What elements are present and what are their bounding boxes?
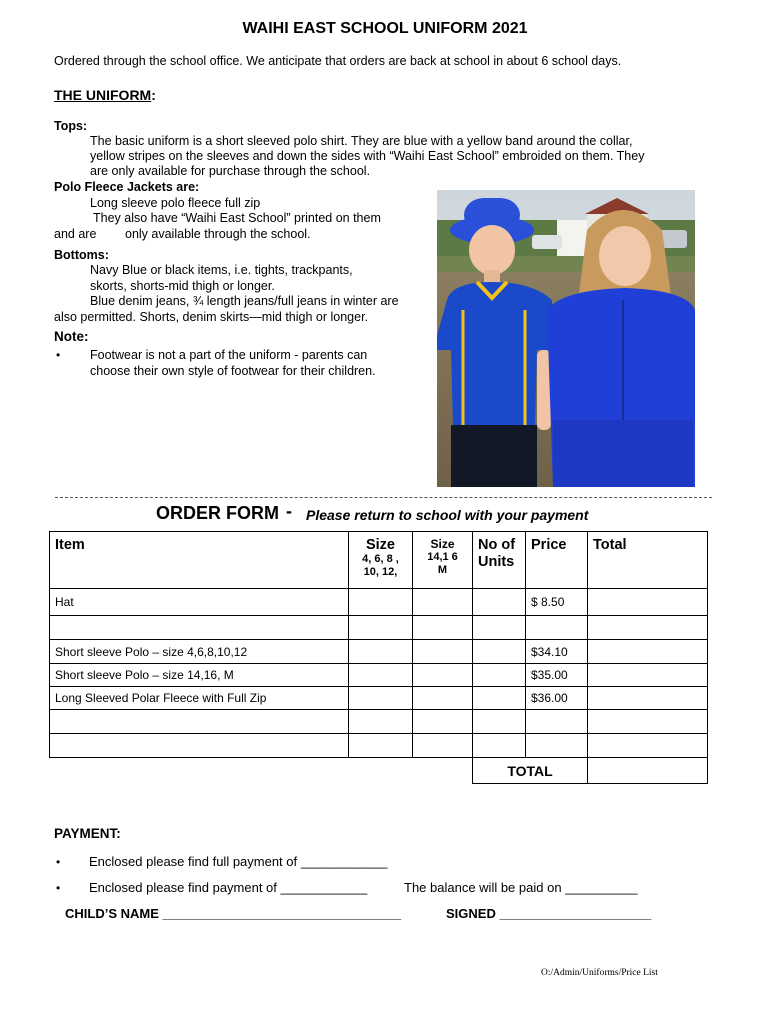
- payment-heading: PAYMENT:: [54, 826, 121, 841]
- row-item: [50, 616, 349, 640]
- row-total-cell[interactable]: [588, 734, 708, 758]
- students-photo: [437, 190, 695, 487]
- total-row-spacer: [50, 758, 473, 784]
- row-size-large-cell[interactable]: [413, 616, 473, 640]
- tops-line-3: are only available for purchase through the school.: [90, 164, 371, 178]
- row-price: [526, 734, 588, 758]
- payment-bullet-2: •: [56, 881, 61, 895]
- total-label: TOTAL: [473, 758, 588, 784]
- header-item: Item: [50, 532, 349, 589]
- payment-bullet-1: •: [56, 855, 61, 869]
- fleece-label: Polo Fleece Jackets are:: [54, 180, 200, 194]
- row-price: [526, 616, 588, 640]
- table-row: [50, 589, 708, 616]
- fleece-line-1: Long sleeve polo fleece full zip: [90, 196, 261, 210]
- uniform-heading-text: THE UNIFORM: [54, 87, 152, 103]
- bottoms-label: Bottoms:: [54, 248, 109, 262]
- tops-line-2: yellow stripes on the sleeves and down the sides with “Waihi East School” embroided on them. They: [90, 149, 645, 163]
- row-size-small-cell[interactable]: [349, 616, 413, 640]
- uniform-heading: [54, 87, 156, 103]
- row-price: $35.00: [526, 664, 588, 687]
- row-price: $34.10: [526, 640, 588, 664]
- row-item: Hat: [50, 589, 349, 616]
- row-total-cell[interactable]: [588, 664, 708, 687]
- payment-partial-line[interactable]: Enclosed please find payment of ____________: [89, 880, 368, 895]
- note-bullet: •: [56, 348, 61, 362]
- header-total: Total: [588, 532, 708, 589]
- header-units-line2: Units: [478, 554, 515, 570]
- row-total-cell[interactable]: [588, 687, 708, 710]
- header-size-large: [413, 532, 473, 589]
- header-units: [473, 532, 526, 589]
- row-item: Short sleeve Polo – size 14,16, M: [50, 664, 349, 687]
- signed-field[interactable]: SIGNED _____________________: [446, 906, 652, 921]
- row-size-small-cell[interactable]: [349, 589, 413, 616]
- table-row: [50, 640, 708, 664]
- row-price: [526, 710, 588, 734]
- row-item: [50, 710, 349, 734]
- bottoms-line-2: skorts, shorts-mid thigh or longer.: [90, 279, 275, 293]
- row-size-large-cell[interactable]: [413, 734, 473, 758]
- order-form-table: [49, 531, 708, 784]
- row-size-large-cell[interactable]: [413, 664, 473, 687]
- note-line-1: Footwear is not a part of the uniform - parents can: [90, 348, 368, 362]
- header-price: Price: [526, 532, 588, 589]
- note-line-2: choose their own style of footwear for their children.: [90, 364, 376, 378]
- cut-line: [55, 497, 712, 498]
- row-size-large-cell[interactable]: [413, 640, 473, 664]
- row-size-small-cell[interactable]: [349, 640, 413, 664]
- header-size-large-label: Size: [430, 537, 455, 551]
- header-size-large-sub1: 14,1 6: [427, 551, 458, 563]
- row-total-cell[interactable]: [588, 589, 708, 616]
- row-item: Long Sleeved Polar Fleece with Full Zip: [50, 687, 349, 710]
- row-size-small-cell[interactable]: [349, 710, 413, 734]
- row-size-large-cell[interactable]: [413, 710, 473, 734]
- uniform-heading-colon: :: [151, 87, 156, 103]
- order-form-title: ORDER FORM: [156, 503, 279, 523]
- order-form-subtitle: Please return to school with your payment: [306, 507, 589, 523]
- bottoms-line-4: also permitted. Shorts, denim skirts—mid thigh or longer.: [54, 310, 369, 324]
- row-units-cell[interactable]: [473, 640, 526, 664]
- row-item: Short sleeve Polo – size 4,6,8,10,12: [50, 640, 349, 664]
- row-price: $ 8.50: [526, 589, 588, 616]
- order-form-header-row: [50, 532, 708, 589]
- fleece-line-3a: and are: [54, 227, 97, 241]
- footer-path: O:/Admin/Uniforms/Price List: [541, 968, 658, 978]
- table-row: [50, 616, 708, 640]
- row-price: $36.00: [526, 687, 588, 710]
- row-size-small-cell[interactable]: [349, 734, 413, 758]
- payment-balance-line[interactable]: The balance will be paid on __________: [404, 880, 638, 895]
- header-size-small-sub2: 10, 12,: [363, 566, 398, 578]
- row-total-cell[interactable]: [588, 640, 708, 664]
- header-units-line1: No of: [478, 537, 516, 553]
- table-row: [50, 664, 708, 687]
- header-size-large-sub2: M: [437, 564, 448, 576]
- grand-total-cell[interactable]: [588, 758, 708, 784]
- row-item: [50, 734, 349, 758]
- table-row: [50, 687, 708, 710]
- row-units-cell[interactable]: [473, 710, 526, 734]
- header-size-small-label: Size: [365, 537, 395, 553]
- row-units-cell[interactable]: [473, 734, 526, 758]
- total-row: [50, 758, 708, 784]
- table-row: [50, 710, 708, 734]
- students-photo-illustration: [437, 190, 695, 487]
- fleece-line-2: They also have “Waihi East School” printed on them: [93, 211, 381, 225]
- tops-line-1: The basic uniform is a short sleeved polo shirt. They are blue with a yellow band around the collar,: [90, 134, 633, 148]
- tops-label: Tops:: [54, 119, 88, 133]
- row-units-cell[interactable]: [473, 616, 526, 640]
- payment-full-line[interactable]: Enclosed please find full payment of ____________: [89, 854, 388, 869]
- row-units-cell[interactable]: [473, 687, 526, 710]
- note-label: Note:: [54, 329, 89, 344]
- page-title: WAIHI EAST SCHOOL UNIFORM 2021: [242, 20, 528, 37]
- bottoms-line-3: Blue denim jeans, ¾ length jeans/full jeans in winter are: [90, 294, 399, 308]
- row-size-large-cell[interactable]: [413, 589, 473, 616]
- table-row: [50, 734, 708, 758]
- header-size-small: [349, 532, 413, 589]
- row-total-cell[interactable]: [588, 616, 708, 640]
- order-form-dash: -: [286, 501, 292, 521]
- bottoms-line-1: Navy Blue or black items, i.e. tights, trackpants,: [90, 263, 353, 277]
- row-units-cell[interactable]: [473, 589, 526, 616]
- row-size-small-cell[interactable]: [349, 664, 413, 687]
- row-total-cell[interactable]: [588, 710, 708, 734]
- header-size-small-sub1: 4, 6, 8 ,: [362, 553, 399, 565]
- row-size-small-cell[interactable]: [349, 687, 413, 710]
- fleece-line-3b: only available through the school.: [125, 227, 311, 241]
- row-size-large-cell[interactable]: [413, 687, 473, 710]
- child-name-field[interactable]: CHILD’S NAME _________________________________: [65, 906, 402, 921]
- intro-text: Ordered through the school office. We anticipate that orders are back at school in about 6 school days.: [54, 54, 622, 68]
- row-units-cell[interactable]: [473, 664, 526, 687]
